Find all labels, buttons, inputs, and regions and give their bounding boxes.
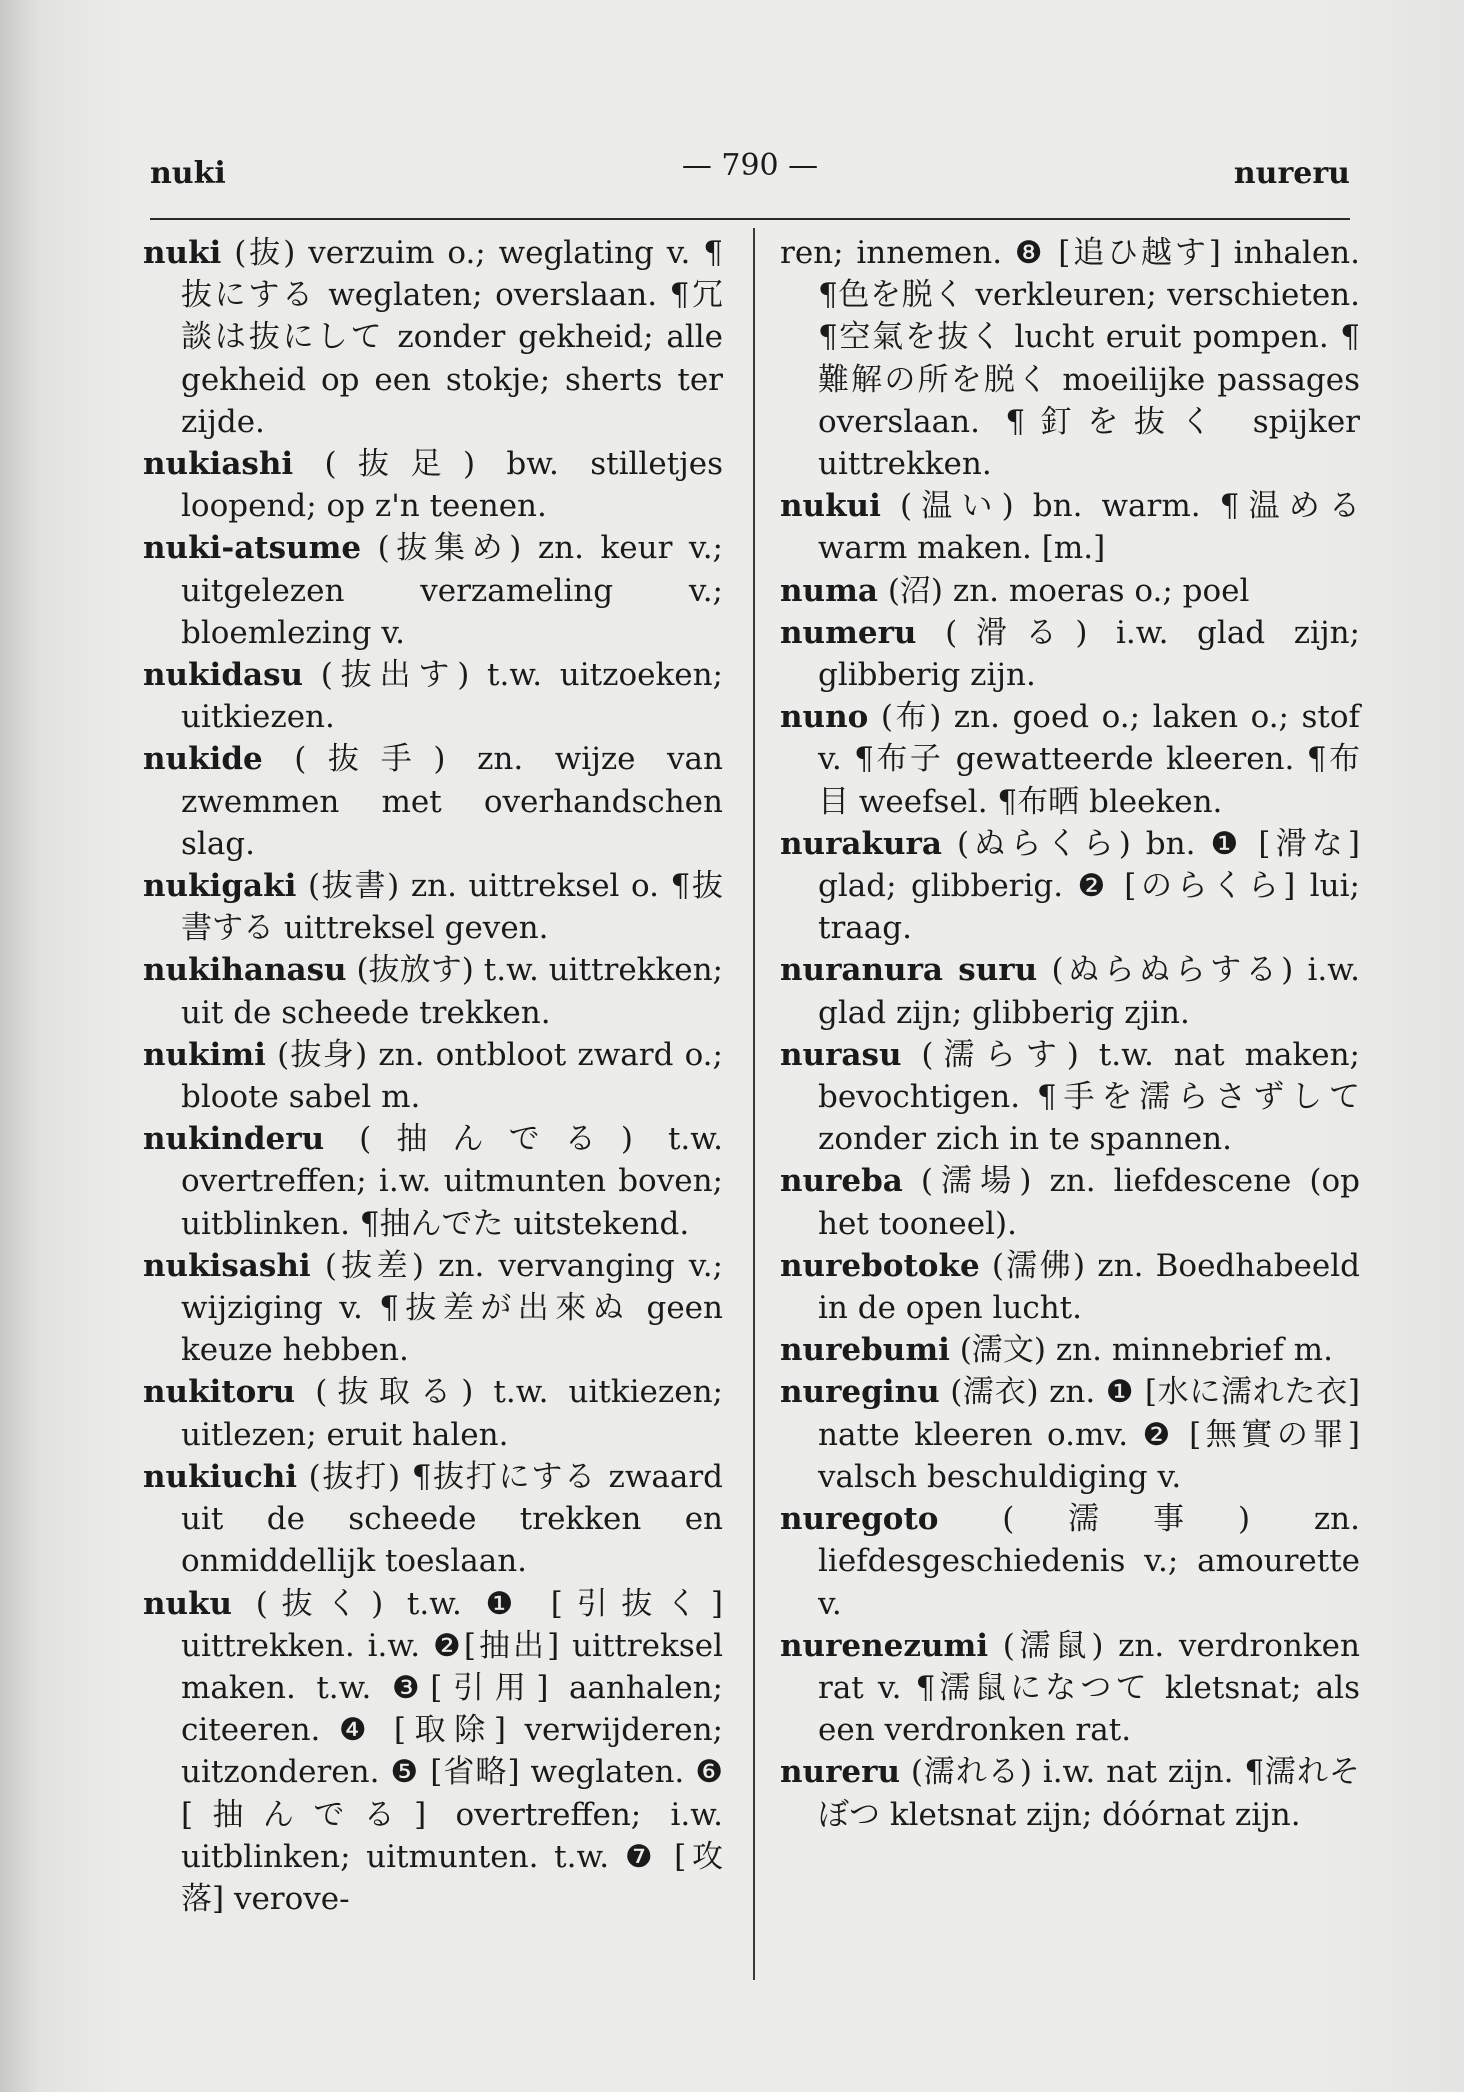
dictionary-entry [143,1583,723,1921]
headword: numeru [780,614,917,651]
running-head-right: nureru [1233,156,1350,191]
right-column [780,232,1360,1836]
dictionary-entry [780,612,1360,696]
dictionary-entry [780,485,1360,569]
headword: nurakura [780,825,942,862]
dictionary-entry [780,1498,1360,1625]
entry-definition: (抽んでる) t.w. overtreffen; i.w. uitmunten boven; uitblinken. ¶抽んでた uitstekend. [181,1121,723,1242]
entry-definition: (濡鼠) zn. verdronken rat v. ¶濡鼠になつて kletsnat; als een verdronken rat. [818,1627,1360,1749]
headword: nureginu [780,1374,940,1411]
headword: nuranura suru [780,952,1038,989]
entry-definition: (抜差) zn. vervanging v.; wijziging v. ¶抜差が出來ぬ geen keuze hebben. [181,1247,723,1369]
entry-definition: (沼) zn. moeras o.; poel [887,572,1250,609]
dictionary-entry [780,696,1360,823]
dictionary-entry [143,1245,723,1372]
headword: nuku [143,1585,233,1622]
dictionary-entry [780,1160,1360,1244]
entry-definition: (布) zn. goed o.; laken o.; stof v. ¶布子 gewatteerde kleeren. ¶布目 weefsel. ¶布晒 bleeken. [818,699,1360,820]
entry-definition: (抜放す) t.w. uittrekken; uit de scheede trekken. [181,952,723,1031]
headword: nureba [780,1163,903,1200]
entry-definition: (滑る) i.w. glad zijn; glibberig zijn. [818,614,1360,694]
entry-definition: (抜) verzuim o.; weglating v. ¶抜にする weglaten; overslaan. ¶冗談は抜にして zonder gekheid; alle gekheid op een stokje; sherts ter zijde. [181,235,723,440]
headword: nurebotoke [780,1247,980,1284]
dictionary-entry [780,823,1360,950]
dictionary-entry [143,949,723,1033]
dictionary-entry [143,1118,723,1245]
headword: nuregoto [780,1501,939,1538]
dictionary-entry [143,865,723,949]
column-divider [753,228,755,1980]
entry-definition: (抜出す) t.w. uitzoeken; uitkiezen. [181,657,723,736]
dictionary-entry [143,527,723,654]
headword: nurebumi [780,1332,950,1369]
entry-definition: (抜身) zn. ontbloot zward o.; bloote sabel m. [181,1036,723,1116]
entry-definition: (抜取る) t.w. uitkiezen; uitlezen; eruit halen. [181,1374,723,1453]
entry-definition: (抜書) zn. uittreksel o. ¶抜書する uittreksel geven. [181,868,723,947]
headword: nukisashi [143,1247,311,1284]
entry-definition: (濡文) zn. minnebrief m. [959,1332,1333,1369]
headword: nukidasu [143,657,304,694]
dictionary-entry [143,738,723,865]
entry-definition: (ぬらくら) bn. ❶ [滑な] glad; glibberig. ❷ [のらくら] lui; traag. [818,825,1360,947]
headword: nukitoru [143,1374,296,1411]
dictionary-entry [780,949,1360,1033]
dictionary-entry [780,1034,1360,1161]
dictionary-entry [143,232,723,443]
headword: nurenezumi [780,1627,989,1664]
headword: nukihanasu [143,952,347,989]
running-head-left: nuki [150,156,226,191]
entry-definition: (抜集め) zn. keur v.; uitgelezen verzameling v.; bloemlezing v. [181,530,724,651]
dictionary-entry [780,1625,1360,1752]
dictionary-entry [143,1371,723,1455]
headword: numa [780,572,878,609]
entry-definition: (抜く) t.w. ❶ [引抜く] uittrekken. i.w. ❷[抽出] uittreksel maken. t.w. ❸[引用] aanhalen; citeeren. ❹ [取除] verwijderen; uitzonderen. ❺ [省略] weglaten. ❻ [抽んでる] overtreffen; i.w. uitblinken; uitmunten. t.w. ❼ [攻落] verove- [181,1585,723,1917]
dictionary-entry [780,1245,1360,1329]
page-header [150,148,1350,198]
headword: nuno [780,699,869,736]
entry-definition: (抜足) bw. stilletjes loopend; op z'n teenen. [181,446,723,525]
entry-definition: (濡れる) i.w. nat zijn. ¶濡れそぼつ kletsnat zijn; dóórnat zijn. [818,1754,1361,1833]
left-column [143,232,723,1920]
entry-definition: (濡佛) zn. Boedhabeeld in de open lucht. [818,1247,1360,1327]
entry-definition: ren; innemen. ❽ [追ひ越す] inhalen. ¶色を脱く verkleuren; verschieten. ¶空氣を抜く lucht eruit pompen. ¶難解の所を脱く moeilijke passages overslaan. ¶釘を抜く spijker uittrekken. [780,235,1360,483]
dictionary-entry [780,1751,1360,1835]
entry-definition: (抜手) zn. wijze van zwemmen met overhandschen slag. [181,741,723,862]
entry-definition: (抜打) ¶抜打にする zwaard uit de scheede trekken en onmiddellijk toeslaan. [181,1458,723,1580]
headword: nukiashi [143,446,294,483]
headword: nukui [780,488,881,525]
entry-definition: (温い) bn. warm. ¶温める warm maken. [m.] [818,488,1360,567]
entry-definition: (濡事) zn. liefdesgeschiedenis v.; amourette v. [818,1501,1360,1622]
dictionary-entry [143,1034,723,1118]
entry-definition: (濡らす) t.w. nat maken; bevochtigen. ¶手を濡らさずして zonder zich in te spannen. [818,1036,1360,1158]
dictionary-entry [780,1329,1360,1371]
dictionary-entry [780,1371,1360,1498]
headword: nuki [143,235,222,271]
entry-definition: (濡衣) zn. ❶ [水に濡れた衣] natte kleeren o.mv. ❷ [無實の罪] valsch beschuldiging v. [818,1374,1360,1495]
headword: nukigaki [143,868,297,905]
dictionary-entry [143,654,723,738]
dictionary-entry [143,1456,723,1583]
entry-definition: (ぬらぬらする) i.w. glad zijn; glibberig zjin. [818,952,1360,1031]
dictionary-entry [780,570,1360,612]
headword: nurasu [780,1036,902,1073]
entry-definition: (濡場) zn. liefdescene (op het tooneel). [818,1163,1360,1242]
headword: nukimi [143,1036,266,1073]
page-number: — 790 — [681,148,819,183]
dictionary-entry [780,232,1360,485]
header-rule [150,218,1350,220]
headword: nukinderu [143,1121,325,1158]
headword: nukide [143,741,263,778]
headword: nureru [780,1754,901,1791]
dictionary-entry [143,443,723,527]
headword: nuki-atsume [143,530,362,567]
headword: nukiuchi [143,1458,298,1495]
